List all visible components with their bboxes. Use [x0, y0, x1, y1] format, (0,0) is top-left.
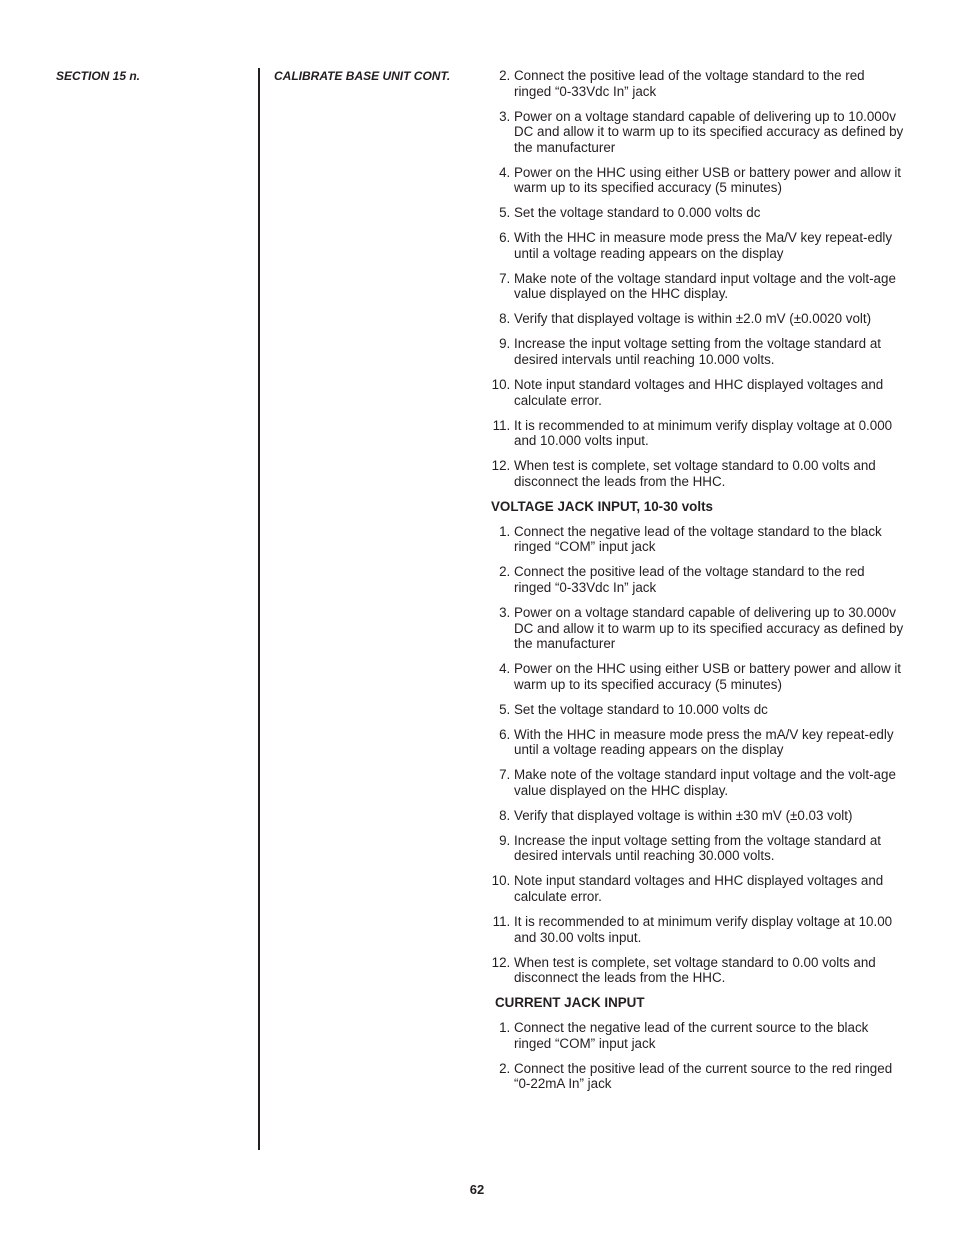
list-item-number: 4.: [499, 661, 514, 677]
list-item-number: 10.: [491, 873, 514, 889]
list-item-number: 6.: [499, 230, 514, 246]
list-item: [484, 271, 904, 302]
list-item-number: 5.: [499, 701, 514, 717]
list-item: [484, 955, 904, 986]
list-item: [484, 165, 904, 196]
list-item-text: Make note of the voltage standard input voltage and the volt-age value displayed on the HHC display.: [514, 270, 896, 302]
page-number: 62: [469, 1182, 485, 1197]
list-item-number: 10.: [491, 377, 514, 393]
list-item: [484, 205, 904, 221]
list-item-text: Note input standard voltages and HHC displayed voltages and calculate error.: [514, 873, 884, 904]
list-item-number: 3.: [499, 604, 514, 620]
list-item-text: Note input standard voltages and HHC displayed voltages and calculate error.: [514, 377, 884, 408]
list-item-number: 9.: [499, 832, 514, 848]
list-item-number: 8.: [499, 807, 514, 823]
list-item: [484, 109, 904, 156]
list-item: [484, 377, 904, 408]
list-item-number: 12.: [491, 458, 514, 474]
list-item: [484, 418, 904, 449]
list-item-text: Increase the input voltage setting from the voltage standard at desired intervals until reaching 10.000 volts.: [514, 336, 881, 368]
list-item-text: Connect the positive lead of the voltage standard to the red ringed “0-33Vdc In” jack: [514, 564, 865, 595]
heading-voltage-jack-input: VOLTAGE JACK INPUT, 10-30 volts: [491, 498, 713, 514]
list-item: [484, 336, 904, 367]
list-item-text: Connect the negative lead of the current source to the black ringed “COM” input jack: [514, 1020, 869, 1051]
list-item: [484, 808, 904, 824]
list-item-number: 2.: [499, 1060, 514, 1076]
list-item-number: 11.: [492, 417, 514, 433]
list-item-text: Connect the positive lead of the current source to the red ringed “0-22mA In” jack: [514, 1060, 893, 1092]
list-item-text: When test is complete, set voltage standard to 0.00 volts and disconnect the leads from the HHC.: [514, 954, 876, 986]
list-item-number: 2.: [499, 68, 514, 83]
list-item-text: Power on a voltage standard capable of delivering up to 10.000v DC and allow it to warm up to its specified accuracy as defined by the manufacturer: [514, 108, 904, 155]
list-item: [484, 661, 904, 692]
list-item-number: 4.: [499, 164, 514, 180]
list-item: [484, 524, 904, 555]
list-item-number: 1.: [499, 523, 514, 539]
list-item-text: Power on a voltage standard capable of delivering up to 30.000v DC and allow it to warm up to its specified accuracy as defined by the manufacturer: [514, 604, 904, 652]
list-item-number: 12.: [491, 954, 514, 970]
list-item: [484, 1061, 904, 1092]
list-item: [484, 873, 904, 904]
current-jack-steps-list: [484, 1020, 904, 1092]
list-item-text: Power on the HHC using either USB or battery power and allow it warm up to its specified accuracy (5 minutes): [514, 661, 902, 692]
instructions-column: [484, 68, 904, 1101]
list-item-text: Verify that displayed voltage is within ±30 mV (±0.03 volt): [514, 807, 853, 823]
list-item-number: 8.: [499, 311, 514, 327]
list-item-text: With the HHC in measure mode press the Ma/V key repeat-edly until a voltage reading appears on the display: [514, 230, 893, 261]
list-item: [484, 564, 904, 595]
voltage-steps-list-continued: [484, 68, 904, 489]
section-label: SECTION 15 n.: [56, 69, 141, 83]
list-item: [484, 68, 904, 99]
list-item-text: It is recommended to at minimum verify display voltage at 10.00 and 30.00 volts input.: [514, 913, 893, 945]
list-item: [484, 767, 904, 798]
list-item: [484, 702, 904, 718]
list-item-number: 6.: [499, 726, 514, 742]
list-item-number: 5.: [499, 205, 514, 221]
list-item: [484, 605, 904, 652]
list-item-text: Increase the input voltage setting from the voltage standard at desired intervals until reaching 30.000 volts.: [514, 832, 881, 864]
list-item: [484, 833, 904, 864]
list-item-text: Make note of the voltage standard input voltage and the volt-age value displayed on the HHC display.: [514, 767, 896, 798]
list-item-text: Verify that displayed voltage is within ±2.0 mV (±0.0020 volt): [514, 311, 872, 327]
list-item-text: Connect the positive lead of the voltage standard to the red ringed “0-33Vdc In” jack: [514, 68, 865, 99]
list-item: [484, 311, 904, 327]
list-item: [484, 727, 904, 758]
voltage-jack-steps-list: [484, 524, 904, 986]
heading-current-jack-input: CURRENT JACK INPUT: [495, 995, 645, 1011]
list-item-number: 3.: [499, 108, 514, 124]
list-item-text: It is recommended to at minimum verify display voltage at 0.000 and 10.000 volts input.: [514, 417, 893, 449]
list-item: [484, 1020, 904, 1051]
list-item-text: With the HHC in measure mode press the mA/V key repeat-edly until a voltage reading appears on the display: [514, 726, 894, 758]
list-item-number: 11.: [492, 913, 514, 929]
list-item: [484, 230, 904, 261]
list-item-number: 7.: [499, 270, 514, 286]
list-item-text: Set the voltage standard to 0.000 volts dc: [514, 205, 761, 221]
column-divider: [258, 68, 260, 1150]
list-item-text: Power on the HHC using either USB or battery power and allow it warm up to its specified accuracy (5 minutes): [514, 164, 902, 196]
list-item-text: Connect the negative lead of the voltage standard to the black ringed “COM” input jack: [514, 523, 882, 555]
list-item-number: 7.: [499, 767, 514, 783]
subsection-label: CALIBRATE BASE UNIT CONT.: [274, 69, 451, 83]
list-item-text: When test is complete, set voltage standard to 0.00 volts and disconnect the leads from the HHC.: [514, 458, 876, 489]
list-item-text: Set the voltage standard to 10.000 volts dc: [514, 701, 768, 717]
list-item: [484, 458, 904, 489]
list-item-number: 9.: [499, 336, 514, 352]
list-item-number: 2.: [499, 564, 514, 580]
list-item: [484, 914, 904, 945]
list-item-number: 1.: [499, 1020, 514, 1036]
